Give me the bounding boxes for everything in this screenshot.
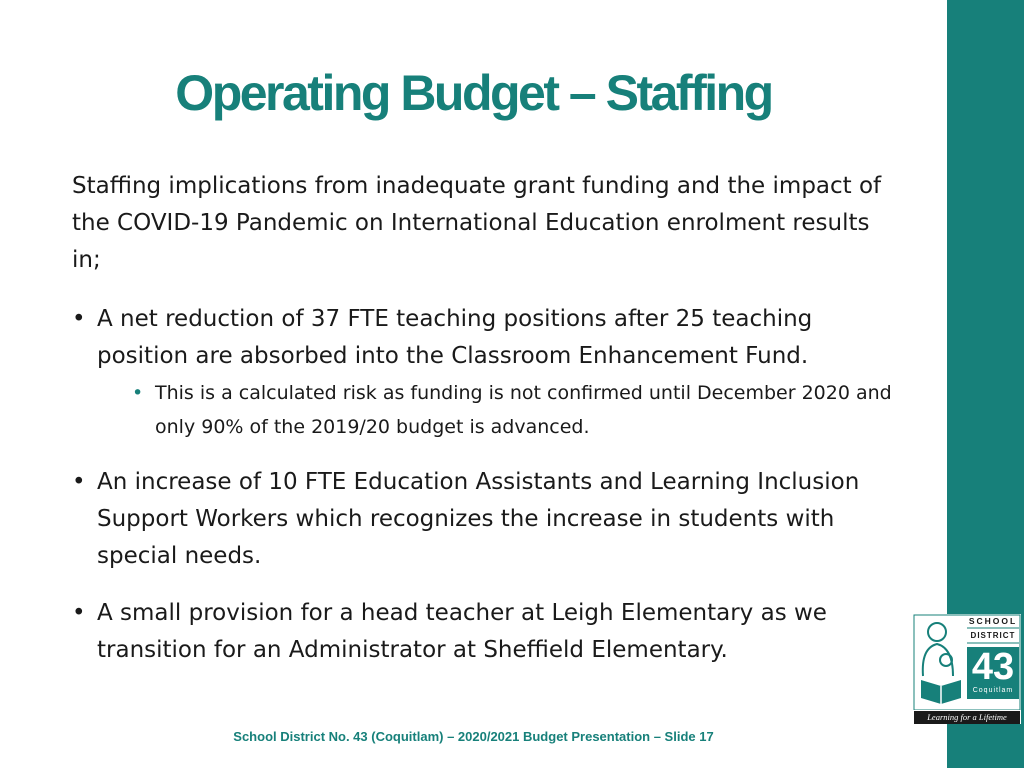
sub-bullet-item: [122, 376, 902, 444]
logo-school-text: SCHOOL: [968, 616, 1018, 626]
bullet-text: A net reduction of 37 FTE teaching positions after 25 teaching position are absorbed into the Classroom Enhancement Fund.: [97, 306, 813, 369]
bullet-marker: •: [72, 306, 86, 332]
sub-bullet-text: This is a calculated risk as funding is not confirmed until December 2020 and only 90% of the 2019/20 budget is advanced.: [155, 382, 892, 438]
bullet-marker: •: [72, 600, 86, 626]
school-district-logo: [913, 614, 1021, 724]
logo-city: Coquitlam: [972, 687, 1014, 694]
bullet-item: [72, 595, 902, 669]
slide-footer: School District No. 43 (Coquitlam) – 2020/2021 Budget Presentation – Slide 17: [233, 729, 714, 744]
logo-tagline: Learning for a Lifetime: [914, 711, 1020, 724]
bullet-item: [72, 464, 902, 575]
logo-number: 43: [971, 646, 1015, 688]
bullet-text: An increase of 10 FTE Education Assistants and Learning Inclusion Support Workers which recognizes the increase in students with special needs.: [97, 469, 860, 569]
bullet-marker: •: [72, 469, 86, 495]
logo-district-text: DISTRICT: [970, 631, 1016, 640]
bullet-item: [72, 301, 902, 444]
intro-paragraph: Staffing implications from inadequate grant funding and the impact of the COVID-19 Pandemic on International Education enrolment results in;: [72, 173, 882, 273]
slide-title: Operating Budget – Staffing: [175, 65, 772, 121]
bullet-text: A small provision for a head teacher at Leigh Elementary as we transition for an Administrator at Sheffield Elementary.: [97, 600, 827, 663]
slide-body: [72, 168, 902, 689]
sub-bullet-marker: •: [132, 382, 144, 404]
